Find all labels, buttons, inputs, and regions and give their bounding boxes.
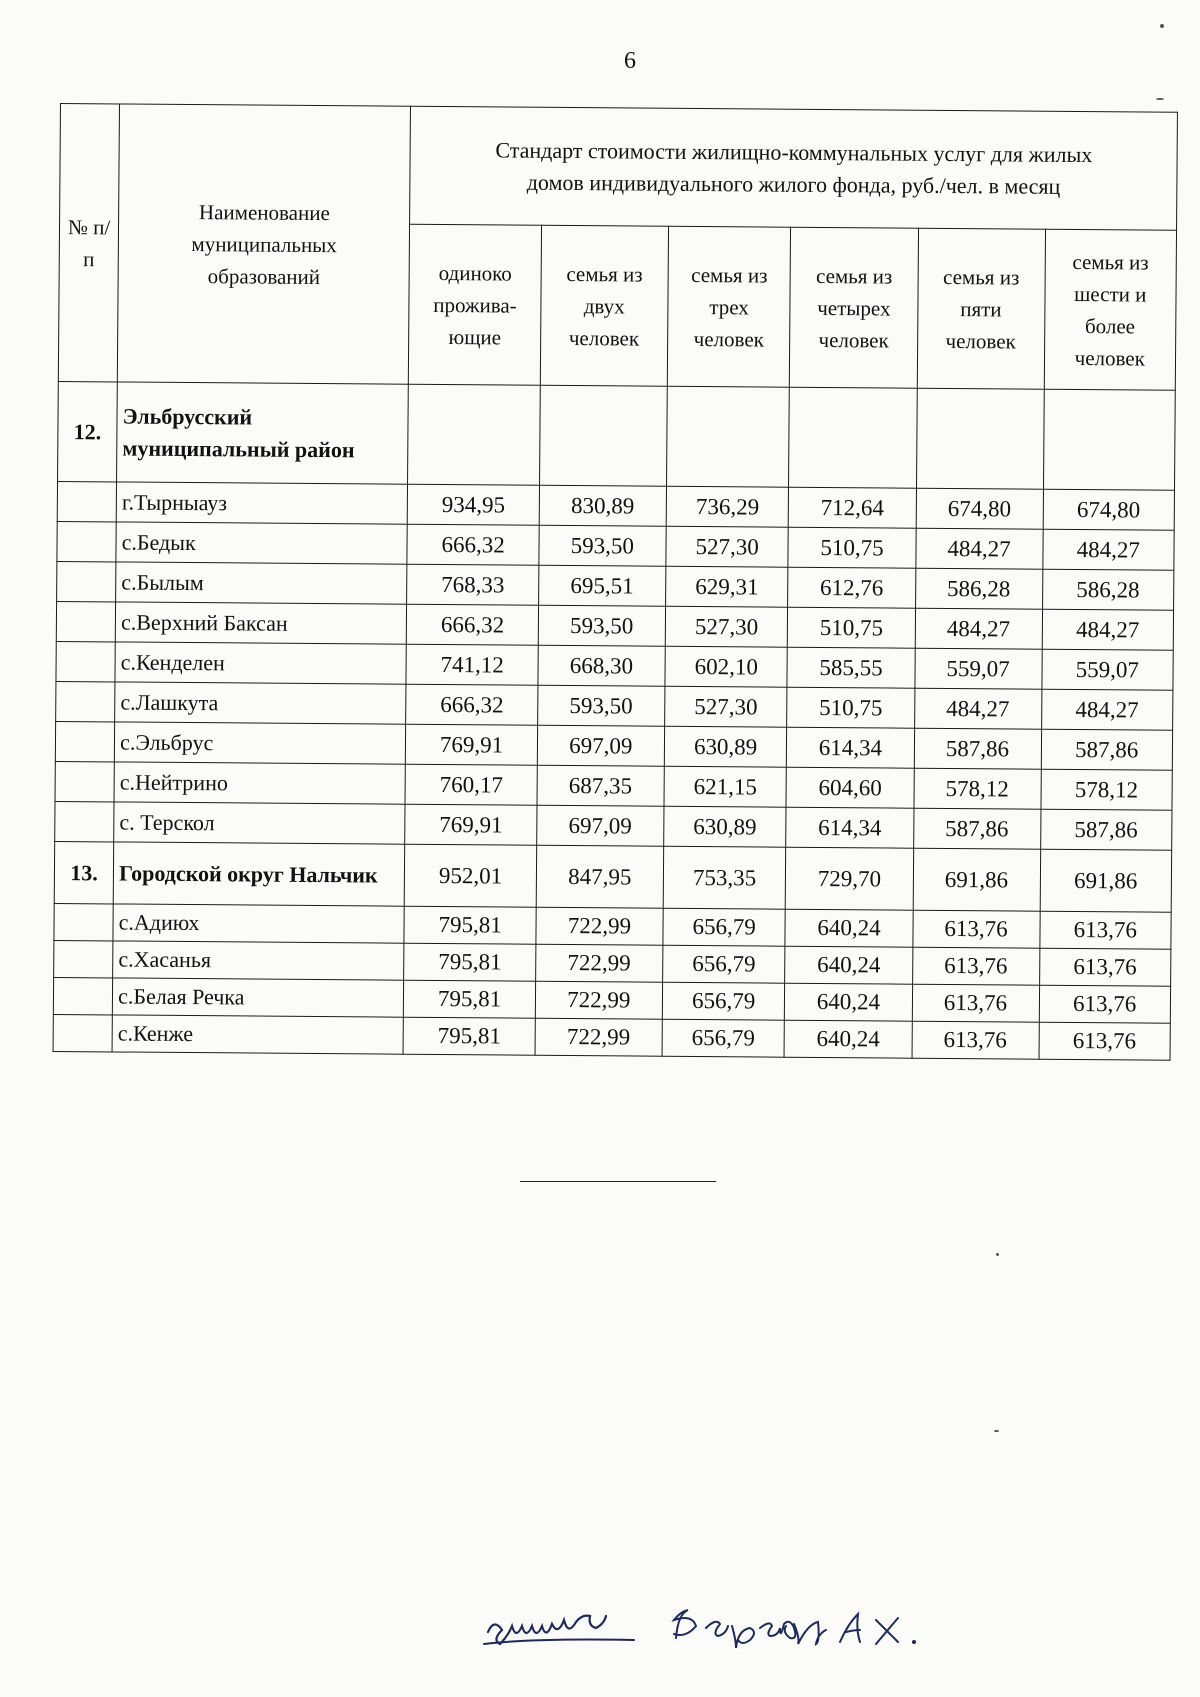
cost-cell: 613,76 — [912, 910, 1039, 948]
cost-cell: 934,95 — [408, 484, 540, 525]
cost-cell: 578,12 — [1041, 769, 1173, 810]
cost-cell: 484,27 — [1042, 609, 1174, 650]
header-no: № п/п — [58, 104, 119, 382]
row-number — [57, 561, 116, 601]
cost-cell: 613,76 — [1039, 948, 1171, 986]
row-number — [57, 481, 116, 521]
table-row — [58, 381, 1176, 490]
cost-cell: 674,80 — [1043, 489, 1175, 530]
cost-cell: 527,30 — [664, 686, 787, 727]
municipality-name: Эльбрусский муниципальный район — [117, 382, 409, 484]
cost-cell: 612,76 — [788, 567, 915, 608]
cost-cell: 614,34 — [786, 807, 913, 848]
row-number: 13. — [54, 841, 114, 903]
cost-cell — [916, 388, 1044, 489]
settlement-name: с. Терскол — [114, 802, 406, 844]
cost-cell — [539, 385, 667, 486]
cost-cell: 666,32 — [407, 524, 539, 565]
cost-cell: 830,89 — [539, 485, 666, 526]
row-number — [56, 601, 115, 641]
cost-cell: 666,32 — [407, 604, 539, 645]
cost-cell — [408, 384, 540, 485]
cost-cell: 559,07 — [914, 648, 1041, 689]
cost-cell: 613,76 — [1039, 911, 1171, 949]
scan-speck — [1156, 98, 1164, 100]
municipality-name: Городской округ Нальчик — [113, 842, 405, 906]
row-number — [56, 681, 115, 721]
cost-cell: 656,79 — [662, 1019, 785, 1057]
cost-cell: 722,99 — [535, 981, 662, 1019]
cost-cell: 697,09 — [537, 725, 664, 766]
header-name: Наименование муниципальных образований — [117, 104, 410, 384]
cost-cell: 527,30 — [666, 526, 789, 567]
cost-cell: 722,99 — [535, 1018, 662, 1056]
settlement-name: с.Кенделен — [115, 642, 407, 684]
cost-cell: 629,31 — [665, 566, 788, 607]
cost-cell: 510,75 — [788, 527, 915, 568]
cost-cell: 722,99 — [535, 944, 662, 982]
cost-cell: 687,35 — [537, 765, 664, 806]
cost-cell: 736,29 — [666, 486, 789, 527]
separator-line — [520, 1181, 716, 1182]
settlement-name: с.Бедык — [116, 522, 408, 564]
cost-cell: 795,81 — [404, 943, 536, 981]
cost-cell: 587,86 — [913, 808, 1040, 849]
cost-cell: 952,01 — [405, 844, 537, 907]
header-col-5: семья из пяти человек — [917, 228, 1045, 389]
cost-cell: 795,81 — [403, 1017, 535, 1055]
table-row — [54, 841, 1171, 912]
cost-cell: 527,30 — [665, 606, 788, 647]
cost-cell: 674,80 — [916, 488, 1043, 529]
cost-cell: 640,24 — [785, 1020, 912, 1058]
housing-cost-table — [53, 103, 1178, 1061]
cost-cell — [1043, 389, 1175, 490]
cost-cell: 768,33 — [407, 564, 539, 605]
cost-cell: 593,50 — [537, 685, 664, 726]
cost-cell: 614,34 — [787, 727, 914, 768]
settlement-name: с.Белая Речка — [112, 978, 404, 1017]
page-number: 6 — [624, 48, 636, 74]
cost-cell: 795,81 — [404, 906, 536, 944]
cost-cell: 559,07 — [1041, 649, 1173, 690]
cost-cell: 586,28 — [915, 568, 1042, 609]
cost-cell: 510,75 — [788, 607, 915, 648]
cost-cell: 587,86 — [1041, 729, 1173, 770]
header-col-3: семья из трех человек — [667, 226, 791, 387]
cost-cell: 484,27 — [915, 608, 1042, 649]
settlement-name: с.Верхний Баксан — [115, 602, 407, 644]
cost-cell: 760,17 — [405, 764, 537, 805]
cost-cell: 585,55 — [787, 647, 914, 688]
settlement-name: с.Нейтрино — [114, 762, 406, 804]
cost-cell: 621,15 — [664, 766, 787, 807]
row-number — [54, 940, 113, 977]
settlement-name: с.Адиюх — [113, 904, 405, 943]
settlement-name: с.Былым — [116, 562, 408, 604]
cost-cell: 587,86 — [1040, 809, 1172, 850]
row-number — [55, 721, 114, 761]
cost-cell: 593,50 — [538, 605, 665, 646]
row-number — [53, 1014, 112, 1051]
settlement-name: с.Лашкута — [115, 682, 407, 724]
cost-cell: 697,09 — [536, 805, 663, 846]
settlement-name: с.Кенже — [112, 1015, 404, 1054]
cost-cell: 593,50 — [539, 525, 666, 566]
table-row — [53, 1014, 1170, 1060]
header-col-1: одиноко прожива-ющие — [409, 224, 542, 385]
row-number — [55, 801, 114, 841]
cost-cell: 656,79 — [663, 908, 786, 946]
cost-cell — [666, 386, 789, 487]
cost-cell: 769,91 — [405, 804, 537, 845]
cost-cell: 640,24 — [785, 946, 912, 984]
header-col-6: семья из шести и более человек — [1044, 229, 1177, 390]
row-number — [57, 521, 116, 561]
cost-cell: 630,89 — [664, 726, 787, 767]
cost-cell: 604,60 — [786, 767, 913, 808]
cost-cell: 722,99 — [536, 907, 663, 945]
cost-cell: 712,64 — [789, 487, 916, 528]
row-number — [56, 641, 115, 681]
cost-cell: 753,35 — [663, 846, 786, 909]
cost-cell: 741,12 — [406, 644, 538, 685]
cost-cell: 656,79 — [662, 982, 785, 1020]
cost-cell: 691,86 — [1040, 849, 1172, 912]
cost-cell: 613,76 — [912, 984, 1039, 1022]
cost-cell: 613,76 — [1039, 1022, 1171, 1060]
cost-cell: 630,89 — [664, 806, 787, 847]
table-body — [53, 381, 1175, 1060]
row-number — [54, 903, 113, 940]
row-number — [53, 977, 112, 1014]
cost-cell: 484,27 — [915, 528, 1042, 569]
cost-cell: 613,76 — [912, 1021, 1039, 1059]
cost-cell: 613,76 — [1039, 985, 1171, 1023]
scan-speck — [1160, 24, 1164, 28]
scan-speck — [996, 1253, 999, 1256]
cost-cell: 587,86 — [914, 728, 1041, 769]
row-number: 12. — [58, 381, 118, 481]
cost-cell: 640,24 — [785, 983, 912, 1021]
scan-speck — [994, 1430, 999, 1432]
cost-cell: 795,81 — [404, 980, 536, 1018]
settlement-name: с.Эльбрус — [114, 722, 406, 764]
cost-cell: 691,86 — [913, 848, 1041, 911]
cost-cell: 484,27 — [1041, 689, 1173, 730]
cost-cell: 640,24 — [785, 909, 912, 947]
row-number — [55, 761, 114, 801]
cost-cell: 729,70 — [786, 847, 914, 910]
cost-cell: 602,10 — [665, 646, 788, 687]
cost-cell: 578,12 — [914, 768, 1041, 809]
cost-cell: 484,27 — [1042, 529, 1174, 570]
cost-cell: 656,79 — [662, 945, 785, 983]
settlement-name: г.Тырныауз — [116, 482, 408, 524]
cost-cell: 484,27 — [914, 688, 1041, 729]
handwritten-signature — [480, 1598, 940, 1658]
cost-cell — [789, 387, 917, 488]
cost-cell: 847,95 — [536, 845, 664, 908]
cost-cell: 666,32 — [406, 684, 538, 725]
cost-cell: 769,91 — [406, 724, 538, 765]
header-col-4: семья из четырех человек — [790, 227, 918, 388]
cost-cell: 695,51 — [538, 565, 665, 606]
settlement-name: с.Хасанья — [113, 941, 405, 980]
header-group-title: Стандарт стоимости жилищно-коммунальных услуг для жилых домов индивидуального жилого фонда, руб./чел. в месяц — [410, 106, 1177, 230]
cost-cell: 668,30 — [538, 645, 665, 686]
header-col-2: семья из двух человек — [540, 225, 668, 386]
cost-cell: 586,28 — [1042, 569, 1174, 610]
cost-cell: 613,76 — [912, 947, 1039, 985]
cost-cell: 510,75 — [787, 687, 914, 728]
